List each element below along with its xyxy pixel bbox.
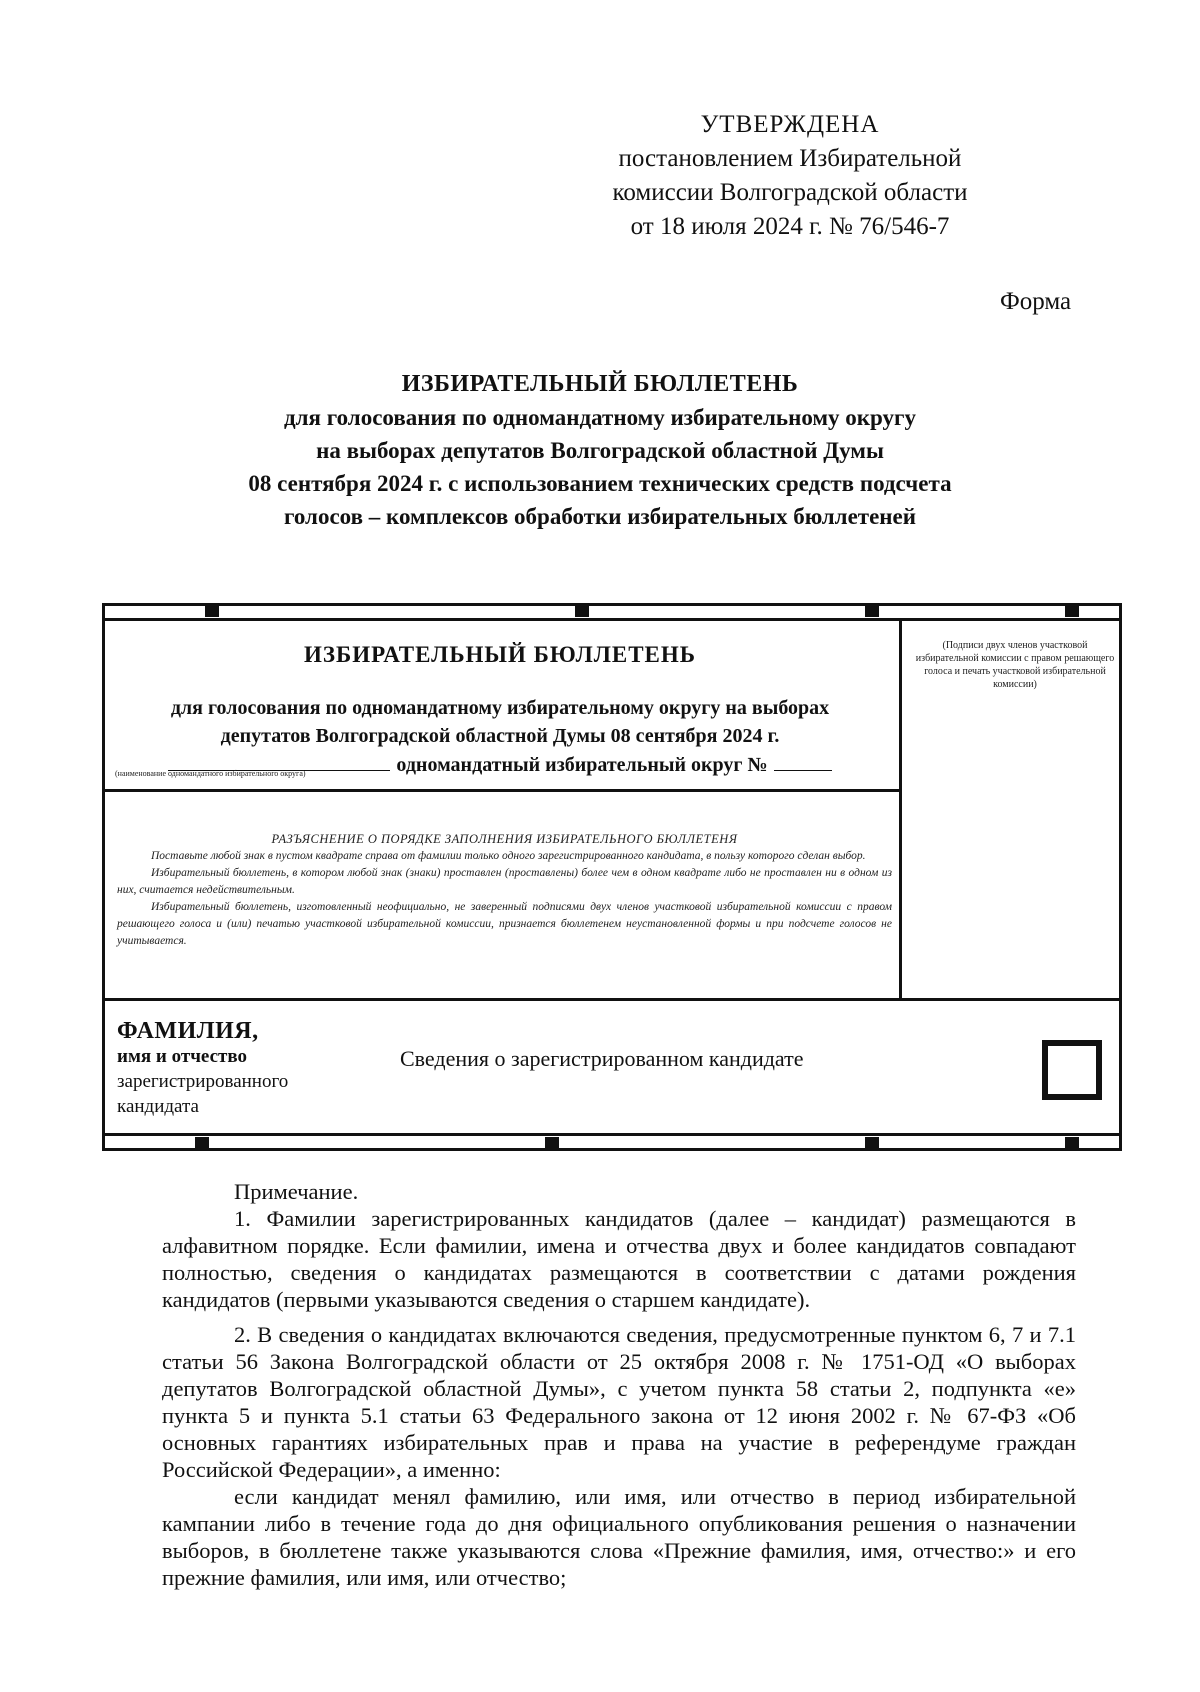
ballot-bottom-rule	[105, 1133, 1119, 1136]
filling-instructions	[117, 831, 892, 950]
approval-heading: УТВЕРЖДЕНА	[700, 111, 880, 138]
instructions-title: РАЗЪЯСНЕНИЕ О ПОРЯДКЕ ЗАПОЛНЕНИЯ ИЗБИРАТЕЛЬНОГО БЮЛЛЕТЕНЯ	[271, 832, 738, 846]
instructions-paragraph-3: Избирательный бюллетень, изготовленный неофициально, не заверенный подписями двух членов участковой избирательной комиссии с правом решающего голоса и (или) печатью участковой избирательной комиссии, признается бюллетенем неустановленной формы и при подсчете голосов не учитывается.	[117, 901, 892, 947]
ballot-timing-mark	[545, 1137, 559, 1151]
notes-paragraph-2: 2. В сведения о кандидатах включаются сведения, предусмотренные пунктом 6, 7 и 7.1 статьи 56 Закона Волгоградской области от 25 октября 2008 г. № 1751-ОД «О выборах депутатов Волгоградской областной Думы», с учетом пункта 58 статьи 2, подпункта «е» пункта 5 и пункта 5.1 статьи 63 Федерального закона от 12 июня 2002 г. № 67-ФЗ «Об основных гарантиях избирательных прав и права на участие в референдуме граждан Российской Федерации», а именно:	[162, 1322, 1076, 1482]
ballot-title: ИЗБИРАТЕЛЬНЫЙ БЮЛЛЕТЕНЬ	[303, 642, 696, 667]
candidate-divider	[105, 998, 1119, 1001]
ballot-subtitle-line-2: депутатов Волгоградской областной Думы 08 сентября 2024 г.	[220, 725, 780, 747]
district-number-blank	[774, 750, 832, 771]
form-label: Форма	[1000, 288, 1072, 315]
ballot-subtitle	[105, 694, 895, 779]
candidate-name-label: имя и отчество	[117, 1046, 247, 1067]
candidate-name-block	[117, 1019, 347, 1119]
approval-line-1: постановлением Избирательной	[618, 145, 962, 172]
notes-paragraph-3: если кандидат менял фамилию, или имя, или отчество в период избирательной кампании либо в течение года до дня официального опубликования решения о назначении выборов, в бюллетене также указываются слова «Прежние фамилия, имя, отчество:» и его прежние фамилия, или имя, или отчество;	[162, 1484, 1076, 1590]
candidate-info: Сведения о зарегистрированном кандидате	[400, 1046, 804, 1071]
title-line-2: для голосования по одномандатному избирательному округу	[283, 405, 916, 430]
ballot-timing-mark	[575, 603, 589, 617]
notes-title: Примечание.	[234, 1179, 359, 1204]
approval-stamp	[540, 108, 1040, 244]
title-line-3: на выборах депутатов Волгоградской областной Думы	[316, 438, 884, 463]
district-name-hint: (наименование одномандатного избирательного округа)	[115, 769, 306, 778]
approval-line-3: от 18 июля 2024 г. № 76/546-7	[630, 213, 950, 240]
district-label: одномандатный избирательный округ №	[396, 754, 768, 776]
district-name-blank	[168, 750, 390, 771]
ballot-sample	[102, 603, 1122, 1151]
notes-paragraph-1: 1. Фамилии зарегистрированных кандидатов (далее – кандидат) размещаются в алфавитном порядке. Если фамилии, имена и отчества двух и более кандидатов совпадают полностью, сведения о кандидатах размещаются в соответствии с датами рождения кандидатов (первыми указываются сведения о старшем кандидате).	[162, 1206, 1076, 1312]
signatures-note: (Подписи двух членов участковой избирательной комиссии с правом решающего голоса и печать участковой избирательной комиссии)	[915, 640, 1115, 690]
header-divider	[105, 789, 901, 792]
vote-checkbox[interactable]	[1042, 1040, 1102, 1100]
notes	[162, 1178, 1076, 1591]
instructions-paragraph-1: Поставьте любой знак в пустом квадрате справа от фамилии только одного зарегистрированного кандидата, в пользу которого сделан выбор.	[151, 850, 866, 862]
title-line-4: 08 сентября 2024 г. с использованием технических средств подсчета	[248, 471, 952, 496]
title-line-1: ИЗБИРАТЕЛЬНЫЙ БЮЛЛЕТЕНЬ	[401, 371, 799, 397]
ballot-timing-mark	[205, 603, 219, 617]
candidate-registered-label: зарегистрированного	[117, 1071, 289, 1092]
approval-line-2: комиссии Волгоградской области	[612, 179, 968, 206]
candidate-label: кандидата	[117, 1096, 199, 1117]
ballot-timing-mark	[1065, 603, 1079, 617]
ballot-timing-mark	[1065, 1137, 1079, 1151]
ballot-timing-mark	[865, 1137, 879, 1151]
ballot-subtitle-line-1: для голосования по одномандатному избирательному округу на выборах	[170, 697, 830, 719]
title-line-5: голосов – комплексов обработки избирательных бюллетеней	[283, 504, 916, 529]
ballot-timing-mark	[865, 603, 879, 617]
candidate-surname-label: ФАМИЛИЯ,	[117, 1018, 259, 1044]
document-title	[100, 368, 1100, 533]
ballot-top-rule	[105, 618, 1119, 621]
instructions-paragraph-2: Избирательный бюллетень, в котором любой знак (знаки) проставлен (проставлены) более чем в одном квадрате либо не проставлен ни в одном из них, считается недействительным.	[117, 867, 892, 896]
ballot-timing-mark	[195, 1137, 209, 1151]
signatures-divider	[899, 618, 902, 1001]
